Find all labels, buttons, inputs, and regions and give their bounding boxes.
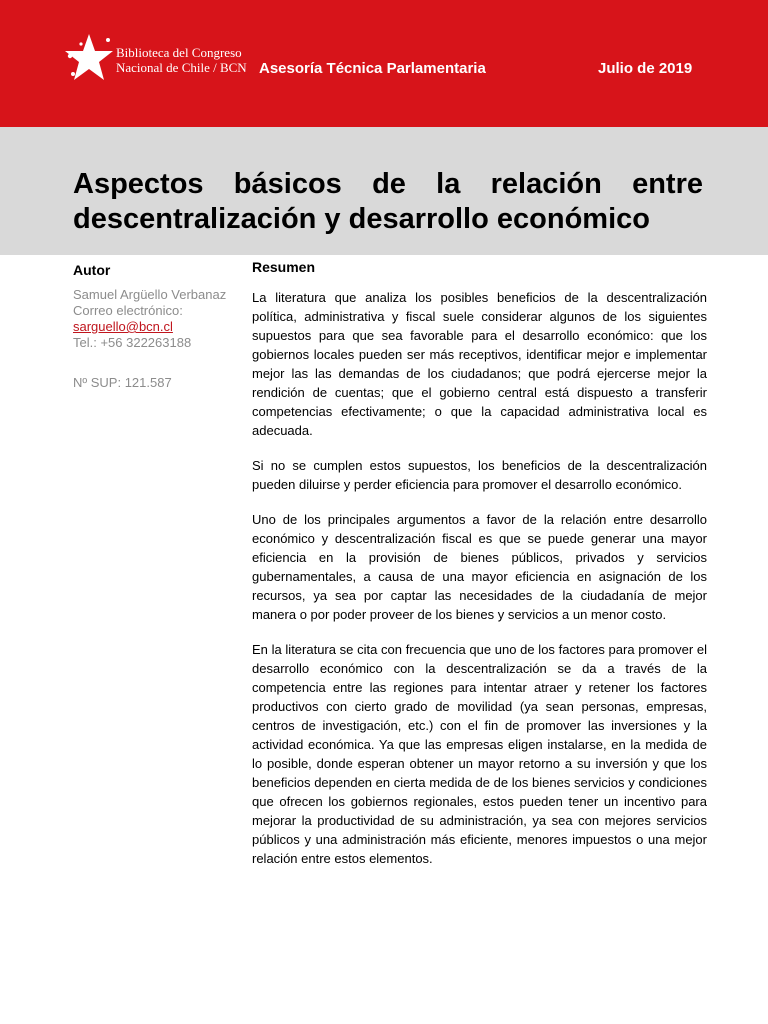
header-banner	[0, 0, 768, 127]
summary-paragraph-1: La literatura que analiza los posibles beneficios de la descentralización política, administrativa y fiscal suele considerar algunos de los siguientes supuestos para que sea favorable para el desarrollo económico: que los gobiernos locales pueden ser más receptivos, identificar mejor e implementar mejor las las demandas de los ciudadanos; que podrá ejercerse mejor la rendición de cuentas; que el gobierno central está dispuesto a transferir competencias efectivamente; o que la capacidad administrativa local es adecuada.	[252, 290, 707, 438]
summary-heading: Resumen	[252, 259, 316, 275]
summary-paragraph-3: Uno de los principales argumentos a favor de la relación entre desarrollo económico y descentralización fiscal es que se puede generar una mayor eficiencia en la provisión de bienes públicos, privados y servicios gubernamentales, a causa de una mayor eficiencia en asignación de los recursos, ya sea por captar las necesidades de la ciudadanía de mejor manera o por poder proveer de los bienes y servicios a un menor costo.	[252, 512, 707, 622]
logo-line-1: Biblioteca del Congreso	[116, 45, 242, 60]
summary-paragraph-4: En la literatura se cita con frecuencia que uno de los factores para promover el desarrollo económico con la descentralización se da a través de la competencia entre las regiones para intentar atraer y retener los factores productivos con cierto grado de movilidad (ya sean personas, empresas, centros de investigación, etc.) con el fin de promover las inversiones y la actividad económica. Ya que las empresas eligen instalarse, en la medida de lo posible, donde esperan obtener un mayor retorno a su inversión y que los beneficios dependen en cierta medida de de los bienes servicios y condiciones que ofrecen los gobiernos regionales, estos pueden tener un incentivo para mejorar la productividad de su administración, ya sea con mejores servicios públicos y una administración más eficiente, menores impuestos o una mejor relación entre estos elementos.	[252, 642, 707, 866]
author-name: Samuel Argüello Verbanaz	[73, 287, 227, 302]
summary-paragraph-2: Si no se cumplen estos supuestos, los beneficios de la descentralización pueden diluirse y perder eficiencia para promover el desarrollo económico.	[252, 458, 707, 492]
logo-text	[116, 45, 247, 75]
phone-number: Tel.: +56 322263188	[73, 335, 192, 350]
header-date: Julio de 2019	[598, 60, 693, 77]
header-title: Asesoría Técnica Parlamentaria	[259, 60, 486, 77]
bcn-star-logo-icon	[64, 32, 114, 84]
author-heading: Autor	[73, 262, 111, 278]
sidebar-spacer	[73, 351, 248, 375]
email-link[interactable]: sarguello@bcn.cl	[73, 319, 173, 334]
logo-line-2: Nacional de Chile / BCN	[116, 60, 247, 75]
author-sidebar	[73, 262, 248, 391]
email-label: Correo electrónico:	[73, 303, 183, 318]
summary-section	[252, 259, 707, 884]
sup-number: Nº SUP: 121.587	[73, 375, 172, 390]
document-title: Aspectos básicos de la relación entre descentralización y desarrollo económico	[73, 168, 703, 235]
